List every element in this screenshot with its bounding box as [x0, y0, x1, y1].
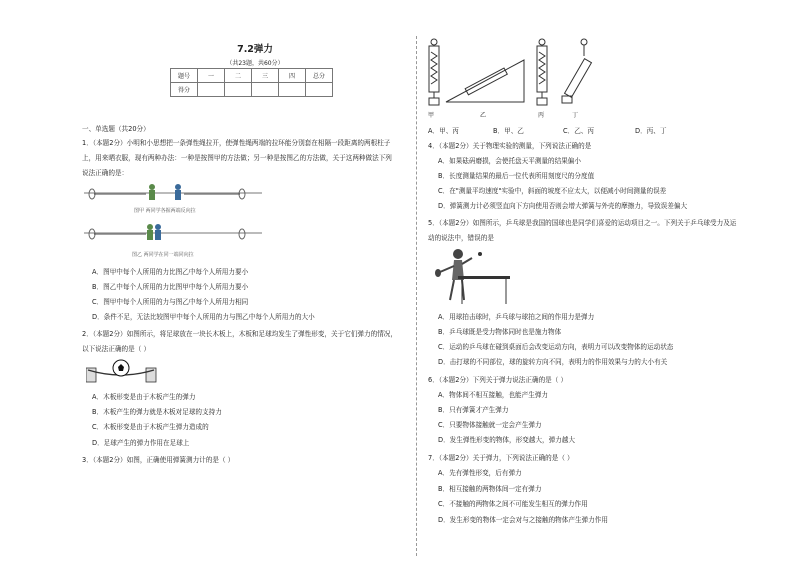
score-table-row [171, 83, 333, 97]
q7-stem: 7．（本题2分）关于弹力，下列说法正确的是（ ） [428, 454, 574, 462]
page-subtitle: （共23题，共60分） [226, 60, 284, 67]
column-divider [416, 36, 417, 556]
q4-option-c: C．在"测量平均速度"实验中，斜面的坡度不应太大，以便减小时间测量的误差 [438, 187, 667, 195]
q1-option-a: A．图甲中每个人所用的力比图乙中每个人所用力要小 [92, 268, 249, 276]
q3-stem: 3．（本题2分）如图，正确使用弹簧测力计的是（ ） [82, 456, 235, 464]
score-table-header: 三 [252, 69, 279, 83]
q6-option-a: A．物体间不相互接触，也能产生弹力 [438, 391, 549, 399]
q2-option-a: A．木板形变是由于木板产生的弹力 [92, 393, 196, 401]
score-cell [252, 83, 279, 97]
q3-option-a: A．甲、丙 [428, 127, 459, 135]
score-cell [225, 83, 252, 97]
q4-option-b: B．长度测量结果的最后一位代表所用刻度尺的分度值 [438, 172, 595, 180]
q5-stem-line: 5．（本题2分）如图所示，乒乓球是我国的国球也是同学们喜爱的运动项目之一。下列关于乒乓球受力及运 [428, 219, 737, 227]
q3-option-b: B．甲、乙 [493, 127, 524, 135]
q4-stem: 4．（本题2分）关于物理实验的测量，下列说法正确的是 [428, 142, 592, 150]
score-cell [198, 83, 225, 97]
q7-option-a: A．先有弹性形变，后有弹力 [438, 469, 522, 477]
q3-option-d: D．丙、丁 [635, 127, 667, 135]
q3-fig-label-jia: 甲 [428, 112, 435, 119]
q2-stem-line: 以下说法正确的是（ ） [82, 345, 151, 353]
score-table-header: 四 [279, 69, 306, 83]
q1-stem-line: 说法正确的是： [82, 169, 129, 177]
q1-option-d: D．条件不足，无法比较图甲中每个人所用的力与图乙中每个人所用力的大小 [92, 313, 315, 321]
q1-stem-line: 上，用来晒衣服，现有两种办法：一种是按图甲的方法做；另一种是按图乙的方法做，关于这两种做法下列 [82, 154, 392, 162]
q3-spring-scale-figure [424, 38, 600, 120]
q1-rope-figure [84, 180, 262, 264]
q3-fig-label-yi: 乙 [480, 112, 487, 119]
score-table-header: 总分 [306, 69, 333, 83]
q5-table-tennis-figure [432, 246, 512, 306]
q6-option-c: C．只要物体接触就一定会产生弹力 [438, 421, 542, 429]
q1-figure-caption-b: 图乙 两同学在同一端同向拉 [132, 252, 194, 258]
q1-stem-line: 1．（本题2分）小明和小思想把一条弹性绳拉开，使弹性绳两端的拉环能分别套在相隔一段距离的两根柱子 [82, 139, 391, 147]
q5-option-d: D．击打球的不同部位，球的旋转方向不同，表明力的作用效果与力的大小有关 [438, 358, 668, 366]
q1-figure-caption-a: 图甲 两同学各握两端反向拉 [134, 208, 196, 214]
q7-option-d: D．发生形变的物体一定会对与之接触的物体产生弹力作用 [438, 516, 608, 524]
score-cell [279, 83, 306, 97]
score-cell [306, 83, 333, 97]
q7-option-c: C．不接触的两物体之间不可能发生相互的弹力作用 [438, 500, 588, 508]
q6-option-b: B．只有弹簧才产生弹力 [438, 406, 509, 414]
q5-option-b: B．乒乓球既是受力物体同时也是施力物体 [438, 328, 562, 336]
score-table-header-row [171, 69, 333, 83]
q2-football-figure [86, 358, 158, 384]
q3-option-c: C．乙、丙 [563, 127, 594, 135]
score-table [170, 68, 333, 97]
q5-option-a: A．用球拍击球时，乒乓球与球拍之间的作用力是弹力 [438, 313, 595, 321]
q3-fig-label-bing: 丙 [538, 112, 545, 119]
section-heading: 一、单选题（共20分） [82, 125, 150, 133]
q2-stem-line: 2．（本题2分）如图所示，将足球放在一块长木板上，木板和足球均发生了弹性形变，关于它们弹力的情况， [82, 330, 397, 338]
q1-option-c: C．图甲中每个人所用的力与图乙中每个人所用力相同 [92, 298, 249, 306]
q1-option-b: B．图乙中每个人所用的力比图甲中每个人所用力要小 [92, 283, 249, 291]
score-table-header: 题号 [171, 69, 198, 83]
score-table-row-label: 得分 [171, 83, 198, 97]
score-table-header: 一 [198, 69, 225, 83]
q4-option-d: D．弹簧测力计必须竖直向下方向使用否则会增大弹簧与外壳的摩擦力，导致误差偏大 [438, 202, 688, 210]
q2-option-c: C．木板形变是由于木板产生弹力造成的 [92, 423, 209, 431]
q7-option-b: B．相互接触的两物体间一定有弹力 [438, 485, 542, 493]
score-table-header: 二 [225, 69, 252, 83]
q3-fig-label-ding: 丁 [572, 112, 579, 119]
q6-stem: 6．（本题2分）下列关于弹力说法正确的是（ ） [428, 376, 568, 384]
q4-option-a: A．如果砝码磨损，会使托盘天平测量的结果偏小 [438, 157, 581, 165]
q2-option-d: D．足球产生的弹力作用在足球上 [92, 439, 190, 447]
q6-option-d: D．发生弹性形变的物体，形变越大，弹力越大 [438, 436, 575, 444]
page-title: 7.2弹力 [237, 44, 273, 55]
q5-stem-line: 动的说法中，错误的是 [428, 234, 494, 242]
q5-option-c: C．运动的乒乓球在碰到桌面后会改变运动方向，表明力可以改变物体的运动状态 [438, 343, 674, 351]
q2-option-b: B．木板产生的弹力就是木板对足球的支持力 [92, 408, 222, 416]
